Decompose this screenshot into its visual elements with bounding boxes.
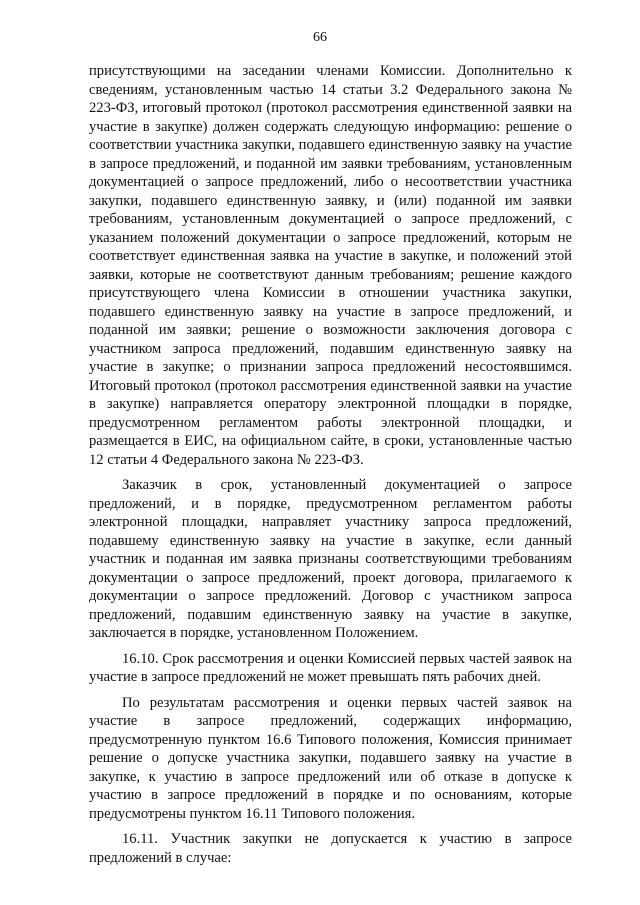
paragraph-16-10: 16.10. Срок рассмотрения и оценки Комиссией первых частей заявок на участие в запросе предложений не может превышать пять рабочих дней. — [89, 650, 572, 685]
paragraph-16-11: 16.11. Участник закупки не допускается к участию в запросе предложений в случае: — [89, 831, 572, 866]
paragraph-protocol-contents: присутствующими на заседании членами Комиссии. Дополнительно к сведениям, установленным частью 14 статьи 3.2 Федерального закона № 223-ФЗ, итоговый протокол (протокол рассмотрения единственной заявки на участие в закупке) должен содержать следующую информацию: решение о соответствии участника закупки, подавшего единственную заявку на участие в запросе предложений, и поданной им заявки требованиям, установленным документацией о запросе предложений, либо о несоответствии участника закупки, подавшего единственную заявку, и (или) поданной им заявки требованиям, установленным документацией о запросе предложений, с указанием положений документации о запросе предложений, которым не соответствует единственная заявка на участие в закупке, и положений этой заявки, которые не соответствуют данным требованиям; решение каждого присутствующего члена Комиссии в отношении участника закупки, подавшего единственную заявку на участие в запросе предложений, и поданной им заявки; решение о возможности заключения договора с участником запроса предложений, подавшим единственную заявку на участие в закупке; о признании запроса предложений несостоявшимся. Итоговый протокол (протокол рассмотрения единственной заявки на участие в закупке) направляется оператору электронной площадки в порядке, предусмотренном регламентом работы электронной площадки, и размещается в ЕИС, на официальном сайте, в сроки, установленные частью 12 статьи 4 Федерального закона № 223-ФЗ. — [89, 63, 572, 468]
paragraph-customer-contract: Заказчик в срок, установленный документацией о запросе предложений, и в порядке, предусмотренном регламентом работы электронной площадки, направляет участнику запроса предложений, подавшему единственную заявку на участие в закупке, если данный участник и поданная им заявка признаны соответствующими требованиям документации о запросе предложений, проект договора, прилагаемого к документации о запросе предложений. Договор с участником запроса предложений, подавшим единственную заявку на участие в закупке, заключается в порядке, установленном Положением. — [89, 477, 572, 641]
page-number: 66 — [313, 30, 327, 45]
paragraph-review-results: По результатам рассмотрения и оценки первых частей заявок на участие в запросе предложений, содержащих информацию, предусмотренную пунктом 16.6 Типового положения, Комиссия принимает решение о допуске участника закупки, подавшего заявку на участие в закупке, к участию в запросе предложений или об отказе в допуске к участию в запросе предложений в порядке и по основаниям, которые предусмотрены пунктом 16.11 Типового положения. — [89, 694, 572, 822]
document-body — [89, 62, 572, 874]
